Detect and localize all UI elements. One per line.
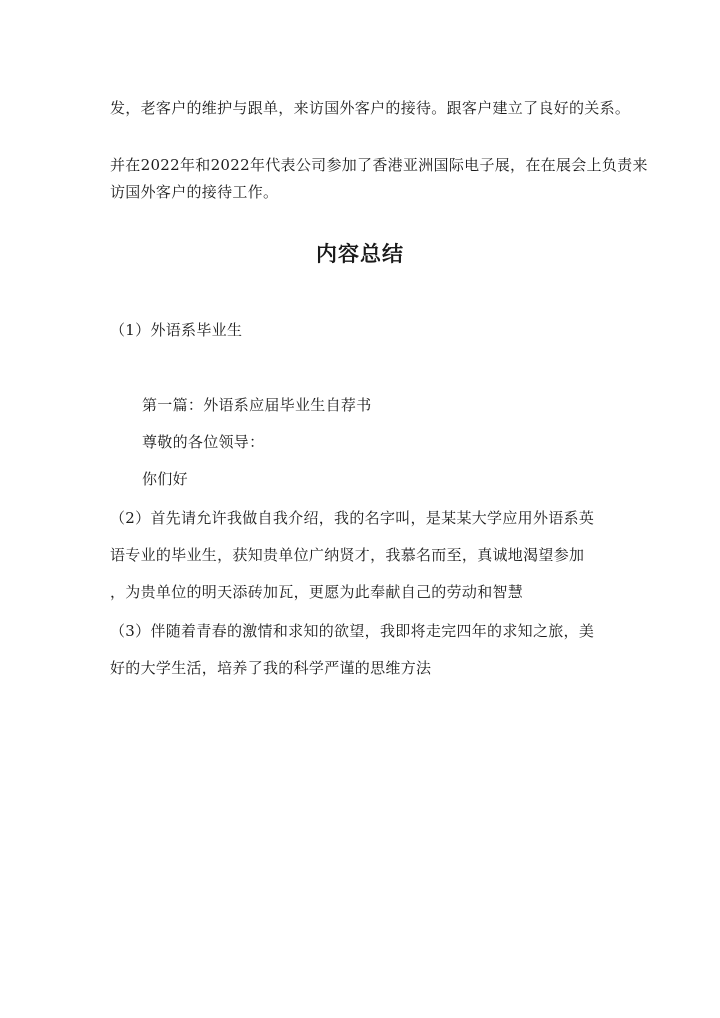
letter-salutation: 尊敬的各位领导：: [142, 433, 265, 451]
intro-line-2: 并在2022年和2022年代表公司参加了香港亚洲国际电子展，在在展会上负责来: [110, 156, 648, 174]
letter-greeting: 你们好: [142, 470, 188, 488]
summary-item-3-line-2: 好的大学生活，培养了我的科学严谨的思维方法: [110, 659, 432, 677]
summary-item-2-line-3: ，为贵单位的明天添砖加瓦，更愿为此奉献自己的劳动和智慧: [110, 583, 524, 601]
intro-line-1: 发，老客户的维护与跟单，来访国外客户的接待。跟客户建立了良好的关系。: [110, 99, 631, 117]
letter-title: 第一篇：外语系应届毕业生自荐书: [142, 396, 372, 414]
section-heading: 内容总结: [316, 241, 404, 266]
intro-line-3: 访国外客户的接待工作。: [110, 183, 279, 201]
summary-item-2-line-1: （2）首先请允许我做自我介绍，我的名字叫，是某某大学应用外语系英: [110, 509, 595, 527]
summary-item-3-line-1: （3）伴随着青春的激情和求知的欲望，我即将走完四年的求知之旅，美: [110, 622, 595, 640]
summary-item-2-line-2: 语专业的毕业生，获知贵单位广纳贤才，我慕名而至，真诚地渴望参加: [110, 546, 585, 564]
summary-item-1: （1）外语系毕业生: [110, 321, 243, 339]
